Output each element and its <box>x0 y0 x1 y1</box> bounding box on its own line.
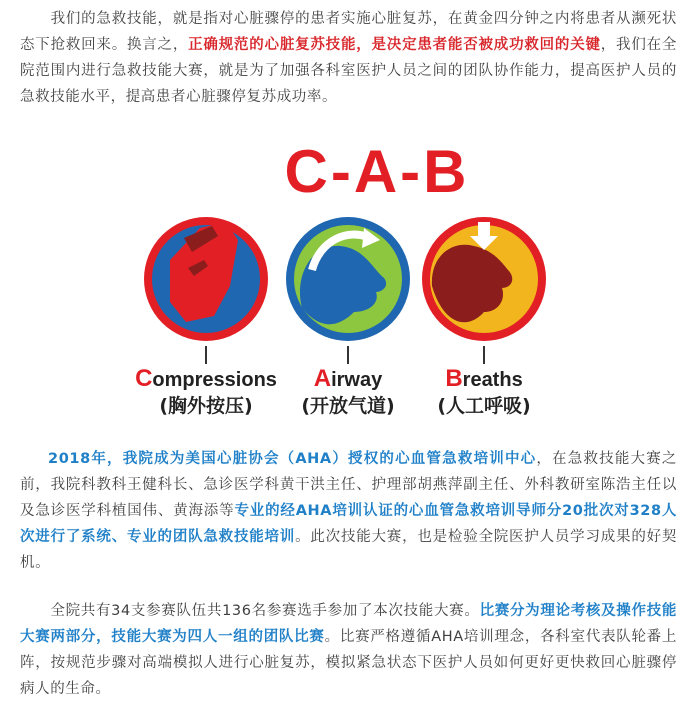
intro-paragraph <box>20 6 677 110</box>
training-text-2: 。此次技能大赛，也是检验全院医护人员学习成果的好契机。 <box>20 529 677 571</box>
intro-text-2: ，我们在全院范围内进行急救技能大赛，就是为了加强各科室医护人员之间的团队协作能力，提高医护人员的急救技能水平，提高患者心脏骤停复苏成功率。 <box>20 37 677 105</box>
compressions-label: Compressions <box>135 365 277 392</box>
cab-title: C-A-B <box>284 138 470 205</box>
breaths-cn-label: (人工呼吸) <box>437 395 531 417</box>
airway-cn-label: (开放气道) <box>301 395 395 417</box>
cab-figure <box>134 136 620 419</box>
training-paragraph <box>20 446 677 576</box>
airway-label: Airway <box>313 365 383 392</box>
intro-highlight: 正确规范的心脏复苏技能，是决定患者能否被成功救回的关键 <box>188 37 601 53</box>
training-highlight-2: 专业的经AHA培训认证的心血管急救培训导师分20批次对328人次进行了系统、专业的团队急救技能培训 <box>20 503 678 545</box>
training-text-1: ，在急救技能大赛之前，我院科教科王健科长、急诊医学科黄干洪主任、护理部胡燕萍副主任、外科教研室陈浩主任以及急诊医学科植国伟、黄海添等 <box>20 451 678 519</box>
compressions-icon <box>144 217 268 341</box>
competition-text-2: 。比赛严格遵循AHA培训理念，各科室代表队轮番上阵，按规范步骤对高端模拟人进行心脏复苏，模拟紧急状态下医护人员如何更好更快救回心脏骤停病人的生命。 <box>20 629 678 697</box>
breaths-icon <box>422 217 546 341</box>
airway-icon <box>286 217 410 341</box>
breaths-label: Breaths <box>445 365 523 392</box>
compressions-cn-label: (胸外按压) <box>159 395 253 417</box>
training-highlight-1: 2018年，我院成为美国心脏协会（AHA）授权的心血管急救培训中心 <box>48 451 537 467</box>
intro-text-1: 我们的急救技能，就是指对心脏骤停的患者实施心脏复苏，在黄金四分钟之内将患者从濒死状态下抢救回来。换言之， <box>20 11 677 53</box>
competition-highlight: 比赛分为理论考核及操作技能大赛两部分，技能大赛为四人一组的团队比赛 <box>20 603 677 645</box>
competition-paragraph <box>20 598 677 702</box>
competition-text-1: 全院共有34支参赛队伍共136名参赛选手参加了本次技能大赛。 <box>20 603 480 619</box>
